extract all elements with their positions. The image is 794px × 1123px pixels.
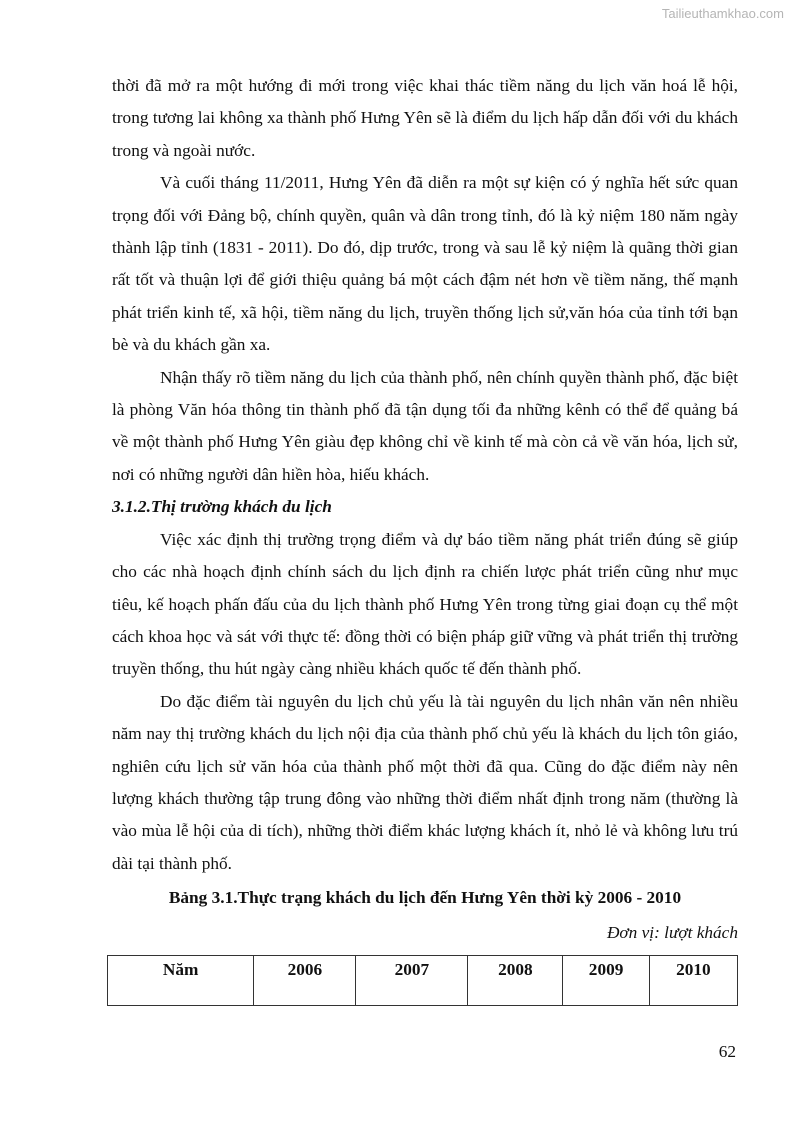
paragraph-1: thời đã mở ra một hướng đi mới trong việc khai thác tiềm năng du lịch văn hoá lễ hội, trong tương lai không xa thành phố Hưng Yên sẽ là điểm du lịch hấp dẫn đối với du khách trong và ngoài nước. — [112, 76, 738, 160]
table-title: Bảng 3.1.Thực trạng khách du lịch đến Hưng Yên thời kỳ 2006 - 2010 — [168, 888, 682, 908]
document-body — [112, 70, 738, 1006]
paragraph-2: Và cuối tháng 11/2011, Hưng Yên đã diễn ra một sự kiện có ý nghĩa hết sức quan trọng đối với Đảng bộ, chính quyền, quân và dân trong tỉnh, đó là kỷ niệm 180 năm ngày thành lập tỉnh (1831 - 2011). Do đó, dịp trước, trong và sau lễ kỷ niệm là quãng thời gian rất tốt và thuận lợi để giới thiệu quảng bá một cách đậm nét hơn về tiềm năng, thế mạnh phát triển kinh tế, xã hội, tiềm năng du lịch, truyền thống lịch sử,văn hóa của tỉnh tới bạn bè và du khách gần xa. — [112, 173, 738, 355]
visitor-table — [107, 955, 738, 1006]
header-cell-2007: 2007 — [356, 955, 468, 1005]
section-heading: 3.1.2.Thị trường khách du lịch — [112, 497, 332, 517]
table-unit: Đơn vị: lượt khách — [606, 922, 738, 942]
header-cell-year-label: Năm — [108, 955, 254, 1005]
header-cell-2008: 2008 — [468, 955, 563, 1005]
header-cell-2010: 2010 — [649, 955, 737, 1005]
paragraph-3: Nhận thấy rõ tiềm năng du lịch của thành phố, nên chính quyền thành phố, đặc biệt là phòng Văn hóa thông tin thành phố đã tận dụng tối đa những kênh có thể để quảng bá về một thành phố Hưng Yên giàu đẹp không chỉ về kinh tế mà còn cả về văn hóa, lịch sử, nơi có những người dân hiền hòa, hiếu khách. — [112, 367, 738, 484]
paragraph-4: Việc xác định thị trường trọng điểm và dự báo tiềm năng phát triển đúng sẽ giúp cho các nhà hoạch định chính sách du lịch định ra chiến lược phát triển cũng như mục tiêu, kế hoạch phấn đấu của du lịch thành phố Hưng Yên trong từng giai đoạn cụ thể một cách khoa học và sát với thực tế: đồng thời có biện pháp giữ vững và phát triển thị trường truyền thống, thu hút ngày càng nhiều khách quốc tế đến thành phố. — [112, 529, 738, 679]
header-cell-2009: 2009 — [563, 955, 649, 1005]
watermark: Tailieuthamkhao.com — [661, 6, 784, 21]
table-header-row — [108, 955, 738, 1005]
page-number: 62 — [718, 1042, 736, 1061]
header-cell-2006: 2006 — [254, 955, 356, 1005]
paragraph-5: Do đặc điểm tài nguyên du lịch chủ yếu là tài nguyên du lịch nhân văn nên nhiều năm nay thị trường khách du lịch nội địa của thành phố chủ yếu là khách du lịch tôn giáo, nghiên cứu lịch sử văn hóa của thành phố một thời đã qua. Cũng do đặc điểm này nên lượng khách thường tập trung đông vào những thời điểm nhất định trong năm (thường là vào mùa lễ hội của di tích), những thời điểm khác lượng khách ít, nhỏ lẻ và không lưu trú dài tại thành phố. — [112, 691, 738, 873]
